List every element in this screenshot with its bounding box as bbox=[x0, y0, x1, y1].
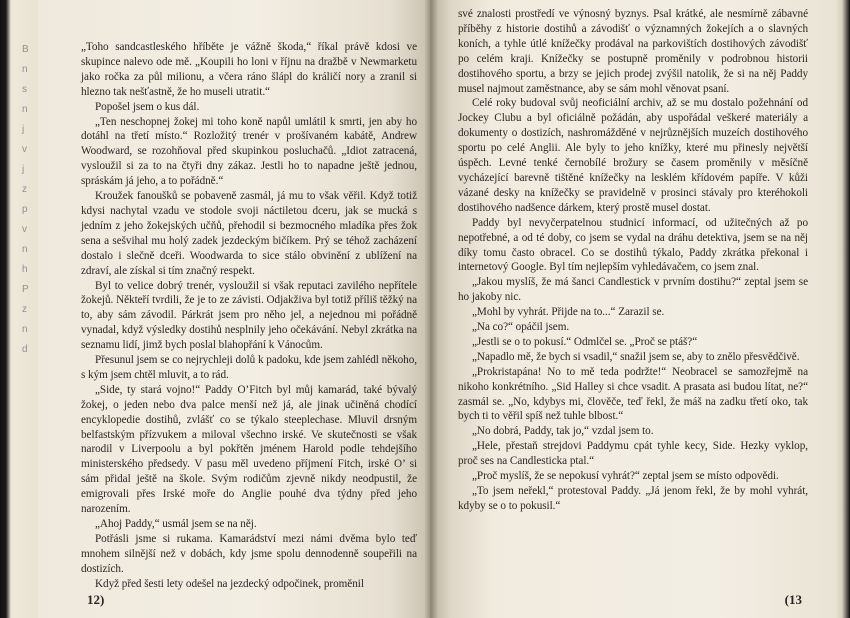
paragraph: své znalosti prostředí ve výnosný byznys. Psal krátké, ale nesmírně zábavné příběhy z historie dostihů a závodišť o významných žokejích a o slavných koních, a tyhle útlé knížečky prodával na parkovištích dostihových závodišť po celém kraji. Knížečky se postupně proměnily v podrobnou historii dostihového sportu, a brzy se jejich prodej zvýšil natolik, že si na něj Paddy musel najmout zaměstnance, aby se sám mohl věnovat psaní. bbox=[458, 8, 808, 95]
paragraph: „Na co?“ opáčil jsem. bbox=[472, 321, 570, 334]
paragraph: Paddy byl nevyčerpatelnou studnicí informací, od užitečných až po nepotřebné, a od té doby, co jsem se vydal na dráhu detektiva, jsem se na něj díky tomu často obracel. Co se dostihů týkalo, Paddy zkrátka překonal i internetový Google. Byl tím nejlepším vyhledávačem, co jsem znal. bbox=[458, 216, 808, 274]
right-page bbox=[430, 0, 836, 618]
page-number: 12) bbox=[87, 592, 105, 607]
page-number: (13 bbox=[784, 592, 802, 607]
edge-letter: h bbox=[22, 264, 28, 275]
right-page-text bbox=[458, 7, 808, 514]
paragraph: „Ahoj Paddy,“ usmál jsem se na něj. bbox=[95, 518, 257, 530]
next-page-edge bbox=[836, 0, 850, 618]
edge-letter: n bbox=[22, 64, 28, 75]
paragraph: „Hele, přestaň strejdovi Paddymu cpát tyhle kecy, Side. Hezky vyklop, proč ses na Candlesticka ptal.“ bbox=[458, 440, 808, 468]
edge-letter: v bbox=[22, 224, 27, 235]
edge-letter: P bbox=[22, 284, 29, 295]
paragraph: Když před šesti lety odešel na jezdecký odpočinek, proměnil bbox=[95, 577, 364, 590]
edge-letter: d bbox=[22, 344, 28, 355]
paragraph: Byl to velice dobrý trenér, vysloužil si však reputaci zavilého nepřítele žokejů. Někteří tvrdili, že je to ze závisti. Odjakživa byl totiž příliš těžký na to, aby sám závodil. Párkrát jsem pro něho jel, a nejednou mi pořádně vynadal, když výsledky dostihů nesplnily jeho očekávání. Nebyl zkrátka na seznamu lidí, jimž bych poslal blahopřání k Vánocům. bbox=[81, 279, 417, 352]
edge-letter: z bbox=[22, 184, 27, 195]
edge-letter: n bbox=[22, 104, 28, 115]
left-page-text bbox=[81, 40, 417, 592]
edge-letter: p bbox=[22, 204, 28, 215]
paragraph: „Side, ty stará vojno!“ Paddy O’Fitch byl můj kamarád, také bývalý žokej, o jeden nebo dva palce menší než já, ale jinak učiněná chodící encyklopedie dostihů, zvlášť co se týkalo steeplechase. Mluvil drsným belfastským přízvukem a miloval všechno irské. Ve skutečnosti se však narodil v Liverpoolu a byl pokřtěn jménem Harold podle tehdejšího ministerského předsedy. V pasu měl uvedeno příjmení Fitch, irské O’ si sám přidal ještě na škole. Svým rodičům zjevně nikdy neodpustil, že emigrovali přes Irské moře do Anglie pouhé dva týdny před jeho narozením. bbox=[81, 383, 417, 516]
paragraph: „Napadlo mě, že bych si vsadil,“ snažil jsem se, aby to znělo přesvědčivě. bbox=[472, 350, 800, 363]
paragraph: „To jsem neřekl,“ protestoval Paddy. „Já jenom řekl, že by mohl vyhrát, kdyby se o to pokusil.“ bbox=[458, 485, 808, 512]
paragraph: „Jestli se o to pokusí.“ Odmlčel se. „Proč se ptáš?“ bbox=[472, 335, 698, 348]
edge-letter: n bbox=[22, 324, 28, 335]
left-page bbox=[38, 0, 430, 618]
book-gutter bbox=[424, 0, 438, 618]
edge-letter: z bbox=[22, 304, 27, 315]
paragraph: Potřásli jsme si rukama. Kamarádství mezi námi dvěma bylo teď mnohem silnější než v dobách, kdy jsme spolu dennodenně soupeřili na dostizích. bbox=[81, 532, 417, 575]
paragraph: Celé roky budoval svůj neoficiální archiv, až se mu dostalo požehnání od Jockey Clubu a byl oficiálně požádán, aby uspořádal veškeré materiály a dokumenty o dostizích, nashromážděné v nejrůznějších muzeích dostihového sportu po celé Anglii. Ale byly to jeho knížky, které mu přinesly největší úspěch. Levné tenké černobílé brožury se časem proměnily v měsíčně vycházející barevně tištěné knížečky na lesklém křídovém papíře. V kůži vázané desky na knížečky se pravidelně v prosinci stávaly pro kteréhokoli dostihového nadšence dárkem, který prostě musel dostat. bbox=[458, 97, 808, 214]
paragraph: „Proč myslíš, že se nepokusí vyhrát?“ zeptal jsem se místo odpovědi. bbox=[472, 470, 779, 483]
edge-letter: j bbox=[22, 164, 25, 175]
paragraph: Přesunul jsem se co nejrychleji dolů k padoku, kde jsem zahlédl někoho, s kým jsem chtěl mluvit, a to rád. bbox=[81, 354, 417, 381]
paragraph: Kroužek fanoušků se pobaveně zasmál, já mu to však věřil. Když totiž kdysi nachytal vzadu ve stodole svoji náctiletou dceru, jak se mucká s jedním z jeho žokejských učňů, přehodil si bezmocného mladíka přes žok sena a sešvihal mu holý zadek jezdeckým bičíkem. Prý se téhož zacházení dostalo i slečně dceři. Woodwarda to sice stálo obvinění z ublížení na zdraví, ale získal si tím značný respekt. bbox=[81, 190, 417, 277]
paragraph: „Mohl by vyhrát. Přijde na to...“ Zarazil se. bbox=[472, 306, 665, 319]
edge-letter: j bbox=[22, 124, 25, 135]
edge-letter: B bbox=[22, 44, 29, 55]
edge-letter: s bbox=[22, 84, 27, 95]
paragraph: „Prokristapána! No to mě teda podržte!“ Neobracel se samozřejmě na nikoho konkrétního. „Sid Halley si chce vsadit. A prasata asi budou lítat, ne?“ zasmál se. „No, kdybys mi, člověče, teď řekl, že máš na zadku třetí oko, tak bych ti to věřil spíš než tuhle blbost.“ bbox=[458, 365, 808, 423]
paragraph: „Ten neschopnej žokej mi toho koně napůl umlátil k smrti, jen aby ho dotáhl na třetí místo.“ Rozložitý trenér v prošívaném kabátě, Andrew Woodward, se rozohňoval před skupinkou posluchačů. „Idiot zatracená, vysloužil si za to na čtyři dny zákaz. Jestli ho to napadne ještě jednou, spráskám já jeho, a to pořádně.“ bbox=[81, 115, 417, 188]
paragraph: „No dobrá, Paddy, tak jo,“ vzdal jsem to. bbox=[472, 425, 654, 438]
edge-letters bbox=[22, 40, 34, 360]
paragraph: Popošel jsem o kus dál. bbox=[95, 100, 200, 113]
paragraph: „Toho sandcastleského hříběte je vážně škoda,“ říkal právě kdosi ve skupince nalevo ode mě. „Koupili ho loni v říjnu na dražbě v Newmarketu jako ročka za půl milionu, a včera ráno šlápl do králičí nory a zranil si hlezno tak nešťastně, že ho museli utratit.“ bbox=[81, 41, 417, 98]
edge-letter: v bbox=[22, 144, 27, 155]
paragraph: „Jakou myslíš, že má šanci Candlestick v prvním dostihu?“ zeptal jsem se ho jakoby nic. bbox=[458, 276, 808, 304]
edge-letter: n bbox=[22, 244, 28, 255]
